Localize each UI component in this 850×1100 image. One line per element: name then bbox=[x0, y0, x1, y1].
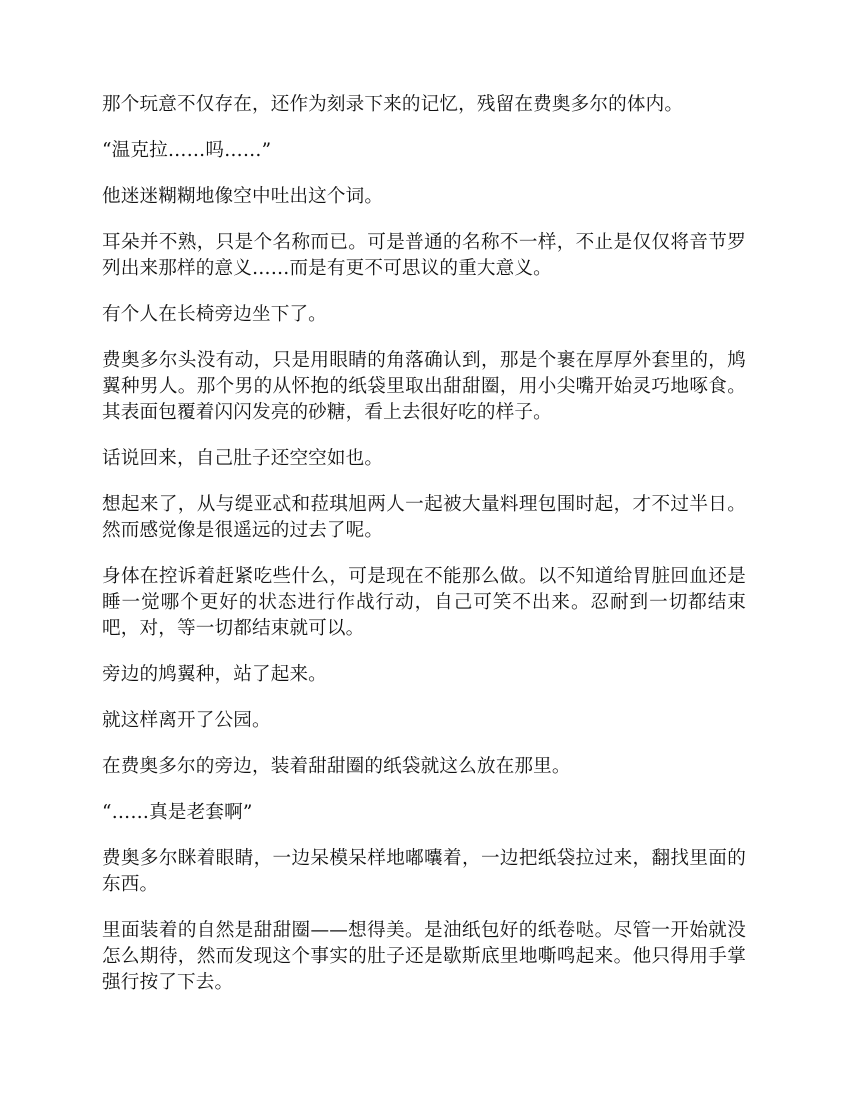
paragraph: 他迷迷糊糊地像空中吐出这个词。 bbox=[102, 186, 384, 207]
paragraph: 旁边的鸠翼种，站了起来。 bbox=[102, 664, 327, 685]
paragraph: 就这样离开了公园。 bbox=[102, 710, 271, 731]
paragraph: 想起来了，从与缇亚忒和菈琪旭两人一起被大量料理包围时起，才不过半日。然而感觉像是很遥远的过去了呢。 bbox=[102, 494, 746, 541]
paragraph: 耳朵并不熟，只是个名称而已。可是普通的名称不一样，不止是仅仅将音节罗列出来那样的意义……而是有更不可思议的重大意义。 bbox=[102, 232, 746, 279]
paragraph: 那个玩意不仅存在，还作为刻录下来的记忆，残留在费奥多尔的体内。 bbox=[102, 94, 684, 115]
paragraph: 在费奥多尔的旁边，装着甜甜圈的纸袋就这么放在那里。 bbox=[102, 756, 571, 777]
paragraph: 里面装着的自然是甜甜圈——想得美。是油纸包好的纸卷哒。尽管一开始就没怎么期待，然而发现这个事实的肚子还是歇斯底里地嘶鸣起来。他只得用手掌强行按了下去。 bbox=[102, 920, 746, 993]
paragraph: “……真是老套啊” bbox=[102, 802, 253, 823]
paragraph: 费奥多尔头没有动，只是用眼睛的角落确认到，那是个裹在厚厚外套里的，鸠翼种男人。那个男的从怀抱的纸袋里取出甜甜圈，用小尖嘴开始灵巧地啄食。其表面包覆着闪闪发亮的砂糖，看上去很好吃的样子。 bbox=[102, 350, 746, 423]
paragraph: “温克拉……吗……” bbox=[102, 140, 272, 161]
paragraph: 有个人在长椅旁边坐下了。 bbox=[102, 304, 327, 325]
paragraph: 身体在控诉着赶紧吃些什么，可是现在不能那么做。以不知道给胃脏回血还是睡一觉哪个更好的状态进行作战行动，自己可笑不出来。忍耐到一切都结束吧，对，等一切都结束就可以。 bbox=[102, 566, 746, 639]
paragraph: 话说回来，自己肚子还空空如也。 bbox=[102, 448, 384, 469]
paragraph: 费奥多尔眯着眼睛，一边呆模呆样地嘟囔着，一边把纸袋拉过来，翻找里面的东西。 bbox=[102, 848, 746, 895]
document-body bbox=[102, 92, 746, 1016]
